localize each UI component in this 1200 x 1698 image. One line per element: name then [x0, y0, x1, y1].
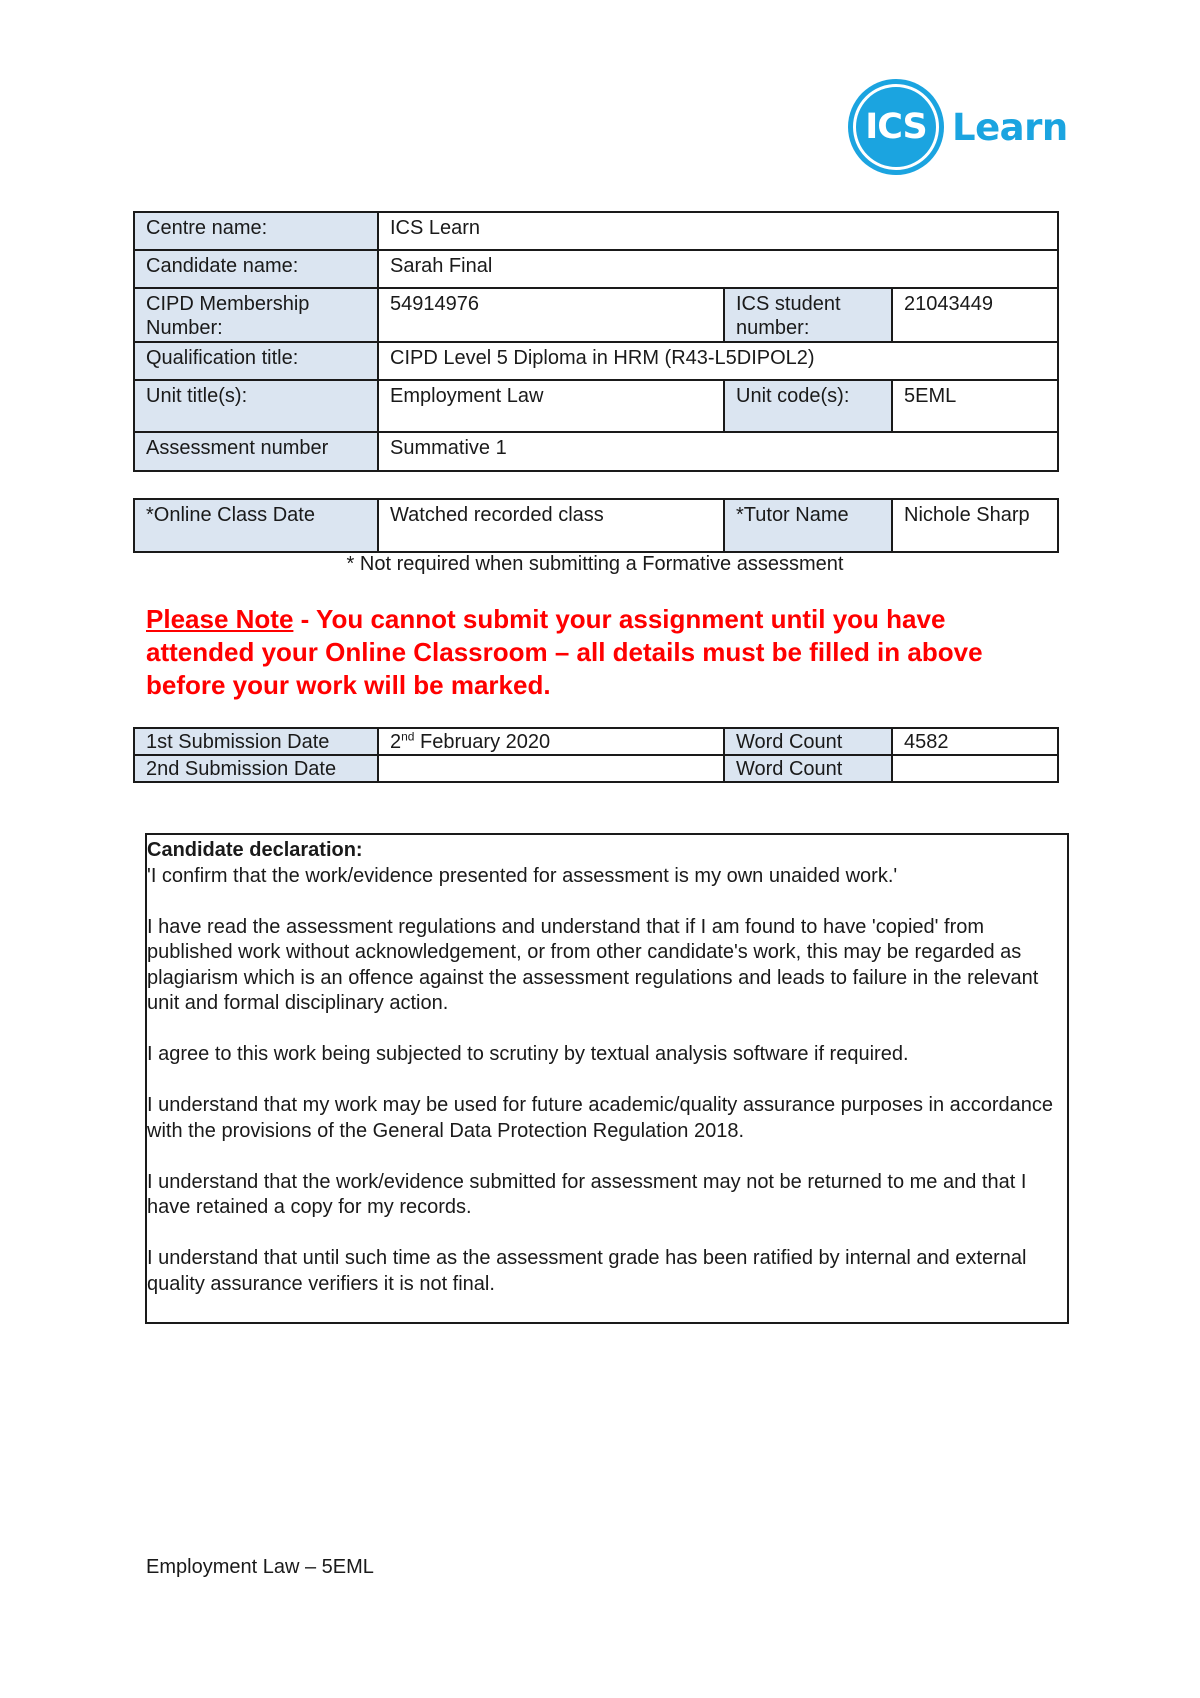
first-submission-month-year: February 2020 [414, 731, 551, 753]
candidate-details-table [133, 211, 1059, 472]
please-note-label: Please Note [146, 604, 294, 634]
declaration-paragraph: I have read the assessment regulations and understand that if I am found to have 'copied' from published work without acknowledgement, or from other candidate's work, this may be regarded as plagiarism which is an offence against the assessment regulations and leads to failure in the relevant unit and formal disciplinary action. [147, 915, 1039, 1014]
ics-learn-logo [848, 79, 1068, 175]
declaration-paragraph: 'I confirm that the work/evidence presented for assessment is my own unaided work.' [147, 864, 898, 887]
first-submission-label: 1st Submission Date [134, 728, 378, 755]
declaration-paragraph: I understand that my work may be used for future academic/quality assurance purposes in accordance with the provisions of the General Data Protection Regulation 2018. [147, 1094, 1054, 1142]
page-footer: Employment Law – 5EML [146, 1556, 374, 1578]
ics-student-number-label: ICS student number: [724, 288, 892, 342]
qualification-title-label: Qualification title: [134, 342, 378, 380]
unit-title-value: Employment Law [378, 380, 724, 432]
logo-wordmark: Learn [952, 105, 1068, 149]
first-submission-date [378, 728, 724, 755]
centre-name-value: ICS Learn [378, 212, 1058, 250]
submission-table [133, 727, 1059, 783]
first-word-count-value: 4582 [892, 728, 1058, 755]
candidate-name-label: Candidate name: [134, 250, 378, 288]
assessment-number-value: Summative 1 [378, 432, 1058, 471]
logo-circle-icon [848, 79, 944, 175]
qualification-title-value: CIPD Level 5 Diploma in HRM (R43-L5DIPOL2) [378, 342, 1058, 380]
declaration-paragraph: I agree to this work being subjected to scrutiny by textual analysis software if required. [147, 1043, 909, 1065]
logo-mark: ICS [865, 107, 927, 147]
centre-name-label: Centre name: [134, 212, 378, 250]
first-word-count-label: Word Count [724, 728, 892, 755]
first-submission-suffix: nd [401, 729, 415, 744]
cipd-membership-value: 54914976 [378, 288, 724, 342]
unit-title-label: Unit title(s): [134, 380, 378, 432]
cipd-membership-label: CIPD Membership Number: [134, 288, 378, 342]
online-class-date-label: *Online Class Date [134, 499, 378, 552]
assessment-number-label: Assessment number [134, 432, 378, 471]
tutor-name-label: *Tutor Name [724, 499, 892, 552]
second-submission-label: 2nd Submission Date [134, 755, 378, 782]
declaration-paragraph: I understand that until such time as the assessment grade has been ratified by internal and external quality assurance verifiers it is not final. [147, 1247, 1027, 1295]
second-word-count-label: Word Count [724, 755, 892, 782]
unit-code-label: Unit code(s): [724, 380, 892, 432]
candidate-declaration-box [145, 833, 1069, 1324]
not-required-note: * Not required when submitting a Formative assessment [346, 553, 844, 575]
ics-student-number-value: 21043449 [892, 288, 1058, 342]
online-class-table [133, 498, 1059, 553]
declaration-paragraph: I understand that the work/evidence submitted for assessment may not be returned to me and that I have retained a copy for my records. [147, 1170, 1027, 1218]
second-word-count-value [892, 755, 1058, 782]
second-submission-date [378, 755, 724, 782]
first-submission-day: 2 [390, 731, 402, 753]
tutor-name-value: Nichole Sharp [892, 499, 1058, 552]
declaration-title: Candidate declaration: [147, 839, 363, 861]
candidate-name-value: Sarah Final [378, 250, 1058, 288]
please-note-warning [146, 603, 1046, 702]
please-note-text: - You cannot submit your assignment until you have attended your Online Classroom – all details must be filled in above before your work will be marked. [146, 604, 983, 700]
online-class-date-value: Watched recorded class [378, 499, 724, 552]
unit-code-value: 5EML [892, 380, 1058, 432]
